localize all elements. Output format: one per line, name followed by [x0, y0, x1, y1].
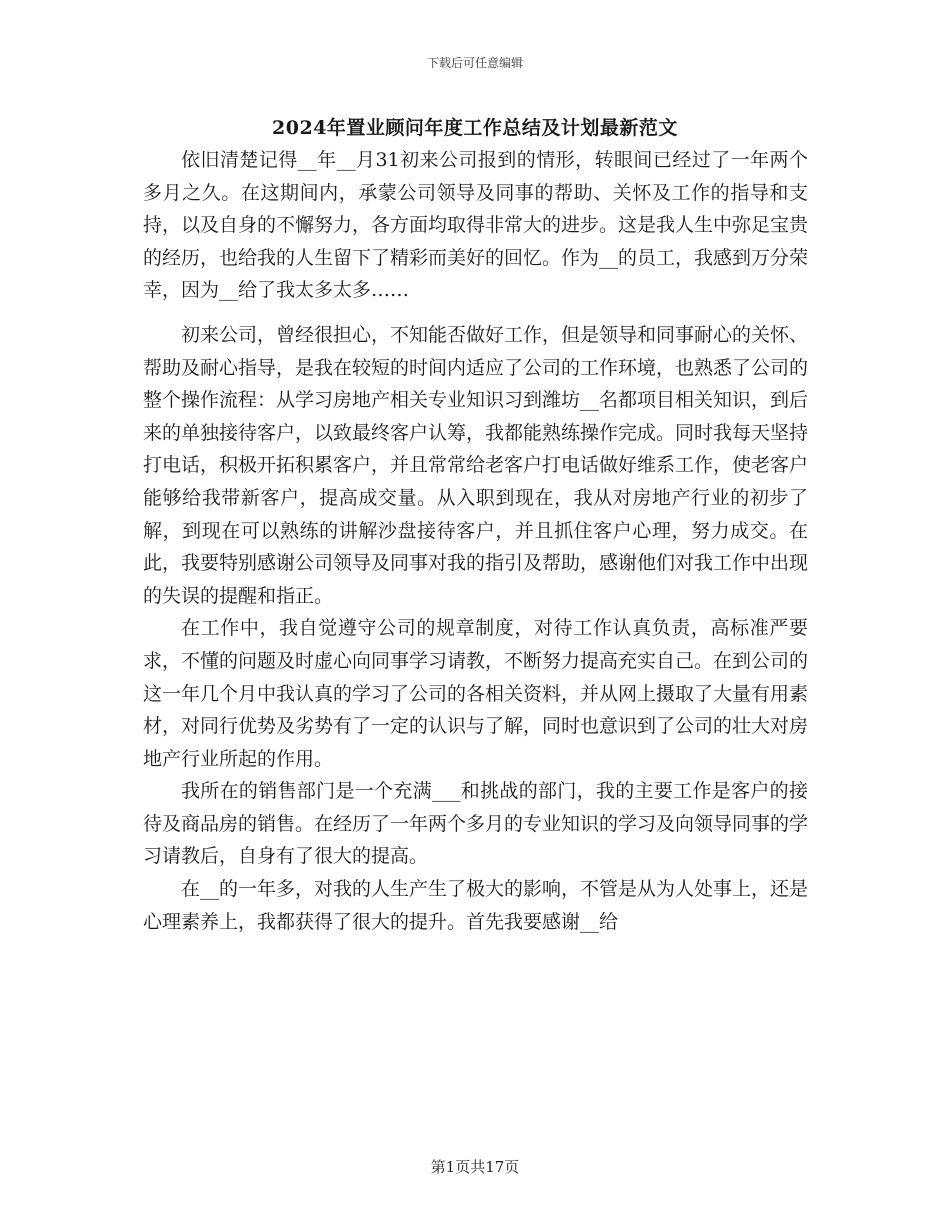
header-note: 下载后可任意编辑: [426, 56, 523, 70]
page-number: 第1页共17页: [430, 1158, 520, 1176]
paragraph-5: 在__的一年多，对我的人生产生了极大的影响，不管是从为人处事上，还是心理素养上，我都获得了很大的提升。首先我要感谢__给: [143, 878, 809, 933]
document-body: [143, 144, 808, 938]
paragraph-3: 在工作中，我自觉遵守公司的规章制度，对待工作认真负责，高标准严要求，不懂的问题及时虚心向同事学习请教，不断努力提高充实自己。在到公司的这一年几个月中我认真的学习了公司的各相关资料，并从网上摄取了大量有用素材，对同行优势及劣势有了一定的认识与了解，同时也意识到了公司的壮大对房地产行业所起的作用。: [143, 617, 809, 770]
document-title: 2024年置业顾问年度工作总结及计划最新范文: [272, 117, 678, 139]
paragraph-4: 我所在的销售部门是一个充满___和挑战的部门，我的主要工作是客户的接待及商品房的销售。在经历了一年两个多月的专业知识的学习及向领导同事的学习请教后，自身有了很大的提高。: [143, 780, 809, 868]
paragraph-2: 初来公司，曾经很担心，不知能否做好工作，但是领导和同事耐心的关怀、帮助及耐心指导，是我在较短的时间内适应了公司的工作环境，也熟悉了公司的整个操作流程：从学习房地产相关专业知识习到潍坊__名都项目相关知识，到后来的单独接待客户，以致最终客户认筹，我都能熟练操作完成。同时我每天坚持打电话，积极开拓积累客户，并且常常给老客户打电话做好维系工作，使老客户能够给我带新客户，提高成交量。从入职到现在，我从对房地产行业的初步了解，到现在可以熟练的讲解沙盘接待客户，并且抓住客户心理，努力成交。在此，我要特别感谢公司领导及同事对我的指引及帮助，感谢他们对我工作中出现的失误的提醒和指正。: [143, 323, 809, 607]
paragraph-1: 依旧清楚记得__年__月31初来公司报到的情形，转眼间已经过了一年两个多月之久。在这期间内，承蒙公司领导及同事的帮助、关怀及工作的指导和支持，以及自身的不懈努力，各方面均取得非常大的进步。这是我人生中弥足宝贵的经历，也给我的人生留下了精彩而美好的回忆。作为__的员工，我感到万分荣幸，因为__给了我太多太多……: [143, 149, 809, 302]
